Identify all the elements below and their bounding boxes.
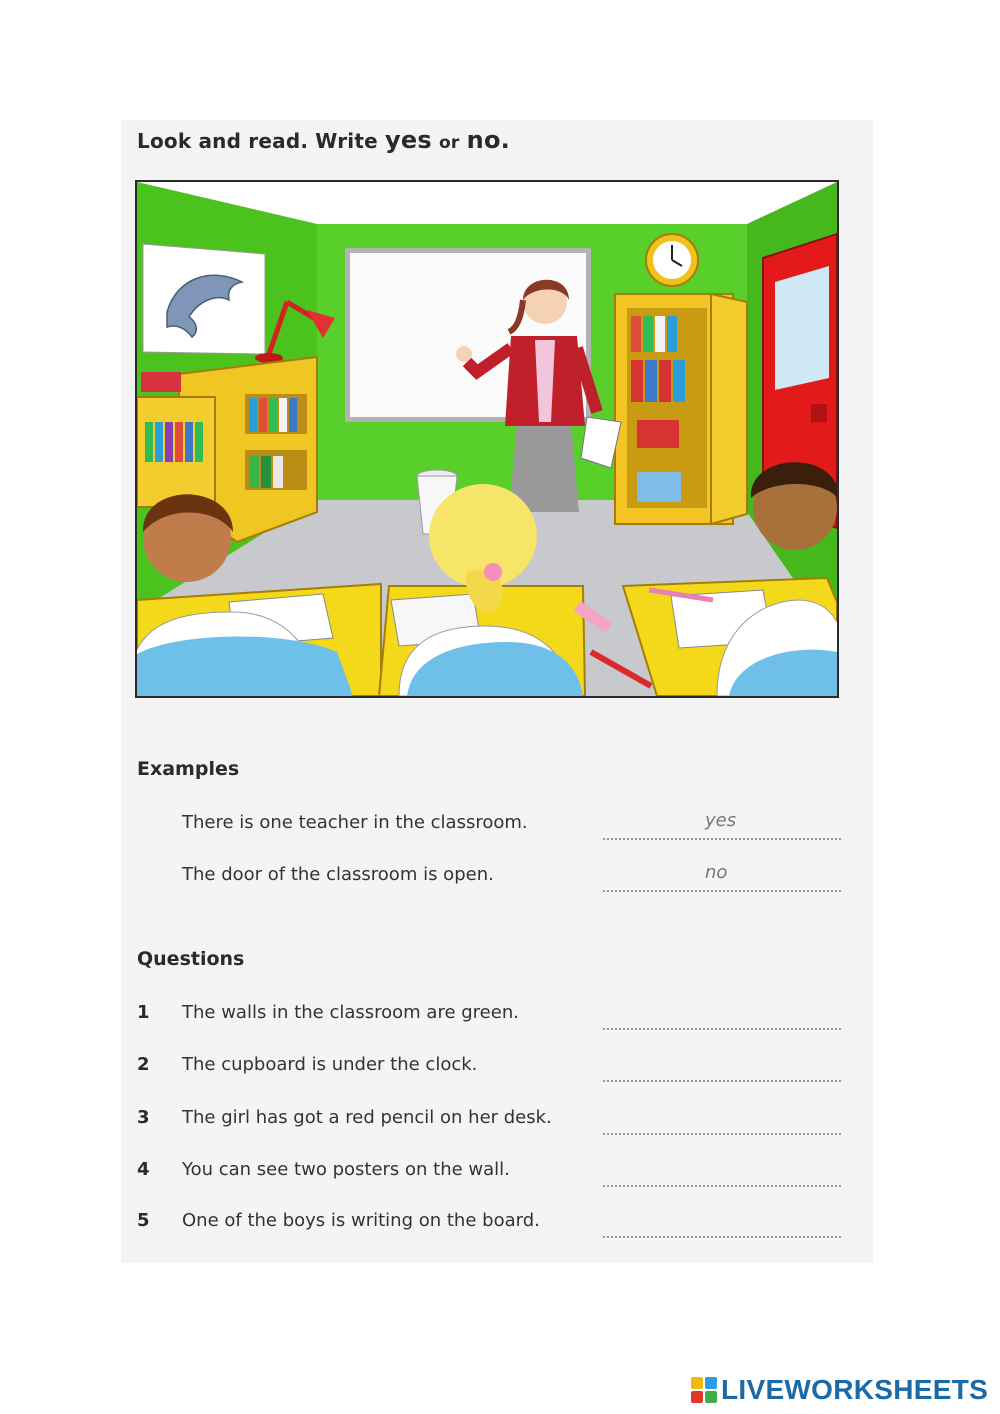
questions-heading: Questions [137, 948, 245, 970]
example-row [137, 808, 842, 842]
instruction-yes: yes [385, 126, 432, 154]
question-row [137, 998, 842, 1032]
liveworksheets-logo-icon [691, 1377, 717, 1403]
bookshelf-cupboard-icon [615, 294, 747, 524]
instruction-text: Look and read. Write [137, 129, 378, 153]
question-number: 1 [137, 1002, 150, 1023]
example-answer: no [705, 862, 728, 883]
question-sentence: One of the boys is writing on the board. [182, 1210, 540, 1231]
answer-input-4[interactable] [603, 1157, 841, 1187]
example-answer-field [603, 862, 841, 892]
question-sentence: The girl has got a red pencil on her desk. [182, 1107, 552, 1128]
example-answer: yes [705, 810, 737, 831]
question-row [137, 1206, 842, 1240]
answer-input-5[interactable] [603, 1208, 841, 1238]
classroom-illustration [135, 180, 839, 698]
example-row [137, 860, 842, 894]
example-sentence: The door of the classroom is open. [182, 864, 494, 885]
question-number: 5 [137, 1210, 150, 1231]
question-number: 3 [137, 1107, 150, 1128]
question-number: 4 [137, 1159, 150, 1180]
question-sentence: The walls in the classroom are green. [182, 1002, 519, 1023]
question-sentence: You can see two posters on the wall. [182, 1159, 510, 1180]
question-sentence: The cupboard is under the clock. [182, 1054, 478, 1075]
instruction-heading [137, 126, 510, 154]
question-row [137, 1155, 842, 1189]
answer-input-3[interactable] [603, 1105, 841, 1135]
example-answer-field [603, 810, 841, 840]
dolphin-poster-icon [143, 244, 265, 354]
brand-name: LIVEWORKSHEETS [721, 1374, 989, 1405]
question-number: 2 [137, 1054, 150, 1075]
example-sentence: There is one teacher in the classroom. [182, 812, 528, 833]
answer-input-2[interactable] [603, 1052, 841, 1082]
question-row [137, 1103, 842, 1137]
examples-heading: Examples [137, 758, 240, 780]
question-row [137, 1050, 842, 1084]
liveworksheets-logo[interactable] [691, 1373, 988, 1407]
instruction-no: no. [466, 126, 510, 154]
wall-clock-icon [646, 234, 698, 286]
instruction-or: or [439, 133, 460, 153]
answer-input-1[interactable] [603, 1000, 841, 1030]
